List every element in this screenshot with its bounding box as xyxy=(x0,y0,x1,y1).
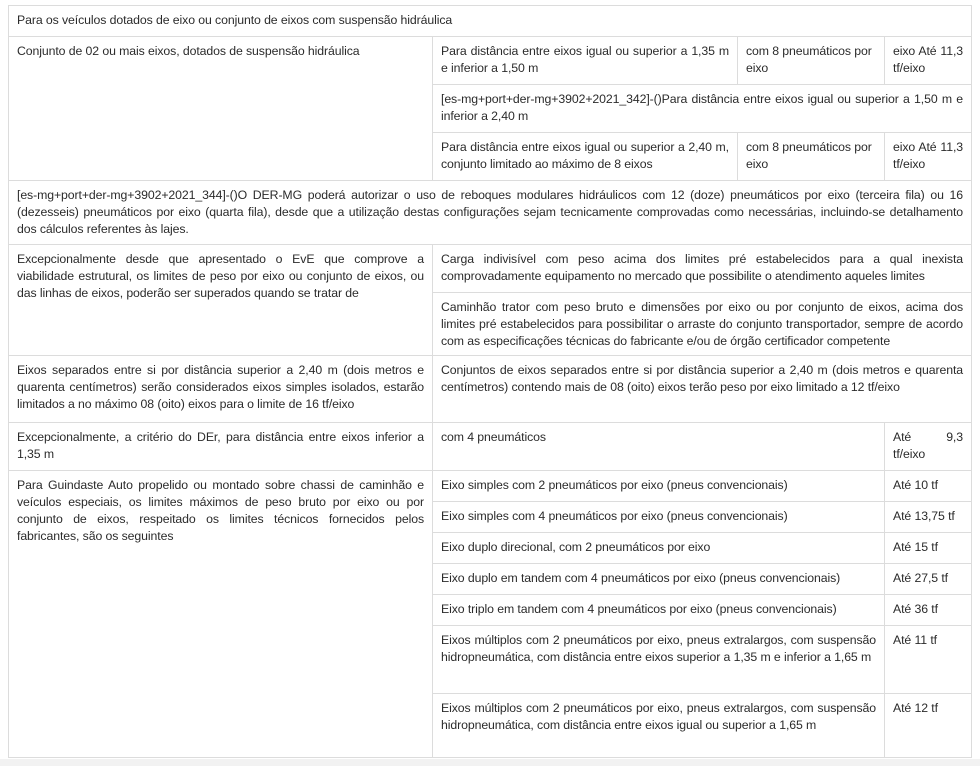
crane-label-cell: Para Guindaste Auto propelido ou montado sobre chassi de caminhão e veículos especiais, os limites máximos de peso bruto por eixo ou por conjunto de eixos, respeitado os limites técnicos fornecidos pelos fabricantes, são os seguintes xyxy=(8,470,433,758)
hydraulic-limit-cell: eixo Até 11,3 tf/eixo xyxy=(884,132,972,181)
crane-desc-cell: Eixo triplo em tandem com 4 pneumáticos por eixo (pneus convencionais) xyxy=(432,594,885,626)
hydraulic-limit-cell: eixo Até 11,3 tf/eixo xyxy=(884,36,972,85)
short-distance-label-cell: Excepcionalmente, a critério do DEr, para distância entre eixos inferior a 1,35 m xyxy=(8,422,433,471)
exception-label-cell: Excepcionalmente desde que apresentado o EvE que comprove a viabilidade estrutural, os limites de peso por eixo ou conjunto de eixos, ou das linhas de eixos, poderão ser superados quando se tratar de xyxy=(8,244,433,356)
crane-desc-cell: Eixo simples com 4 pneumáticos por eixo (pneus convencionais) xyxy=(432,501,885,533)
crane-limit-cell: Até 15 tf xyxy=(884,532,972,564)
hydraulic-tires-cell: com 8 pneumáticos por eixo xyxy=(737,132,885,181)
crane-limit-cell: Até 10 tf xyxy=(884,470,972,502)
short-distance-tires-cell: com 4 pneumáticos xyxy=(432,422,885,471)
hydraulic-distance-cell: Para distância entre eixos igual ou superior a 1,35 m e inferior a 1,50 m xyxy=(432,36,738,85)
crane-desc-cell: Eixos múltiplos com 2 pneumáticos por eixo, pneus extralargos, com suspensão hidropneumática, com distância entre eixos igual ou superior a 1,65 m xyxy=(432,693,885,758)
crane-limit-cell: Até 12 tf xyxy=(884,693,972,758)
page-bottom-strip xyxy=(0,759,980,766)
crane-desc-cell: Eixo duplo em tandem com 4 pneumáticos por eixo (pneus convencionais) xyxy=(432,563,885,595)
table-header-cell: Para os veículos dotados de eixo ou conjunto de eixos com suspensão hidráulica xyxy=(8,5,972,37)
hydraulic-tires-cell: com 8 pneumáticos por eixo xyxy=(737,36,885,85)
exception-item-cell: Carga indivisível com peso acima dos limites pré estabelecidos para a qual inexista comprovadamente equipamento no mercado que possibilite o atendimento aqueles limites xyxy=(432,244,972,293)
crane-desc-cell: Eixo duplo direcional, com 2 pneumáticos por eixo xyxy=(432,532,885,564)
crane-desc-cell: Eixo simples com 2 pneumáticos por eixo (pneus convencionais) xyxy=(432,470,885,502)
crane-limit-cell: Até 13,75 tf xyxy=(884,501,972,533)
hydraulic-distance-cell: Para distância entre eixos igual ou superior a 2,40 m, conjunto limitado ao máximo de 8 eixos xyxy=(432,132,738,181)
hydraulic-label-cell: Conjunto de 02 ou mais eixos, dotados de suspensão hidráulica xyxy=(8,36,433,181)
crane-limit-cell: Até 36 tf xyxy=(884,594,972,626)
hydraulic-distance-cell: [es-mg+port+der-mg+3902+2021_342]-()Para distância entre eixos igual ou superior a 1,50 m e inferior a 2,40 m xyxy=(432,84,972,133)
separated-left-cell: Eixos separados entre si por distância superior a 2,40 m (dois metros e quarenta centímetros) serão considerados eixos simples isolados, estarão limitados a no máximo 08 (oito) eixos para o limite de 16 tf/eixo xyxy=(8,355,433,423)
short-distance-limit-cell: Até 9,3 tf/eixo xyxy=(884,422,972,471)
exception-item-cell: Caminhão trator com peso bruto e dimensões por eixo ou por conjunto de eixos, acima dos limites pré estabelecidos para possibilitar o arraste do conjunto transportador, sempre de acordo com as especificações técnicas do fabricante e/ou de órgão certificador competente xyxy=(432,292,972,356)
separated-right-cell: Conjuntos de eixos separados entre si por distância superior a 2,40 m (dois metros e quarenta centímetros) contendo mais de 08 (oito) eixos terão peso por eixo limitado a 12 tf/eixo xyxy=(432,355,972,423)
crane-limit-cell: Até 11 tf xyxy=(884,625,972,694)
crane-desc-cell: Eixos múltiplos com 2 pneumáticos por eixo, pneus extralargos, com suspensão hidropneumática, com distância entre eixos superior a 1,35 m e inferior a 1,65 m xyxy=(432,625,885,694)
modular-note-cell: [es-mg+port+der-mg+3902+2021_344]-()O DER-MG poderá autorizar o uso de reboques modulares hidráulicos com 12 (doze) pneumáticos por eixo (terceira fila) ou 16 (dezesseis) pneumáticos por eixo (quarta fila), desde que a utilização destas configurações sejam tecnicamente comprovadas como necessárias, incluindo-se detalhamento dos cálculos referentes às lajes. xyxy=(8,180,972,245)
crane-limit-cell: Até 27,5 tf xyxy=(884,563,972,595)
